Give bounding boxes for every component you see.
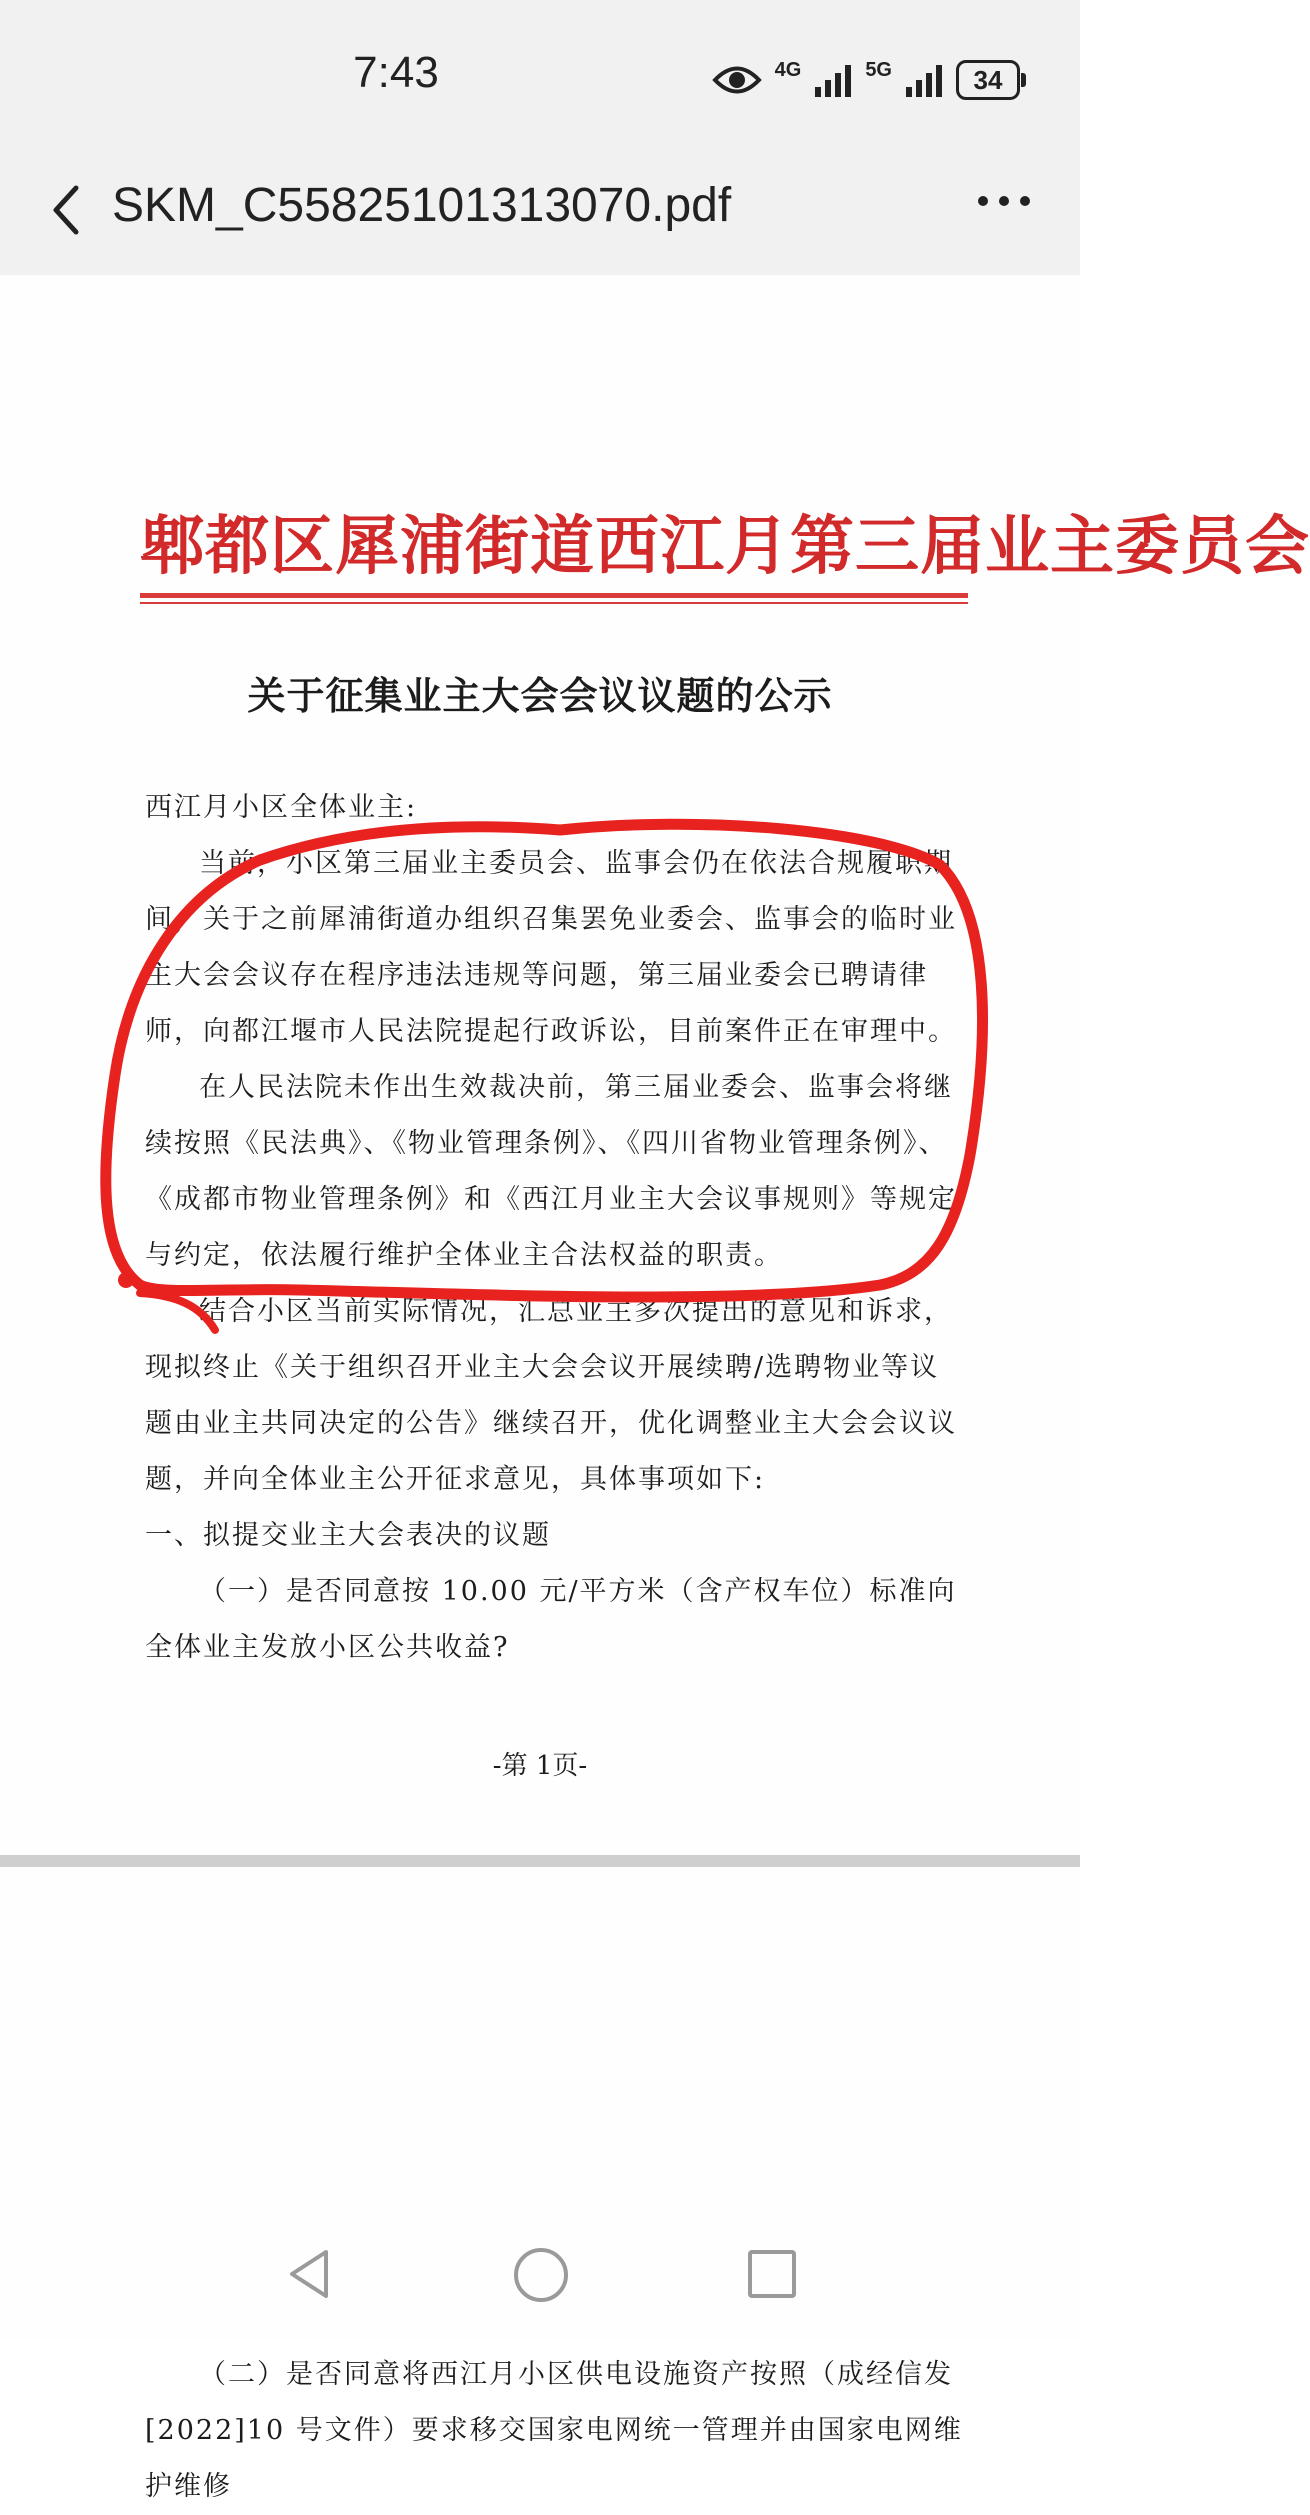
pdf-viewer[interactable] [0, 275, 1310, 2502]
header-rule-thin [140, 602, 968, 604]
paragraph-3: 结合小区当前实际情况，汇总业主多次提出的意见和诉求，现拟终止《关于组织召开业主大会会议开展续聘/选聘物业等议题由业主共同决定的公告》继续召开，优化调整业主大会会议议题，并向全体业主公开征求意见，具体事项如下: [145, 1296, 957, 1495]
nav-home-icon[interactable] [514, 2248, 568, 2302]
back-arrow-icon[interactable] [40, 180, 100, 240]
agenda-item-2: （二）是否同意将西江月小区供电设施资产按照（成经信发[2022]10 号文件）要求移交国家电网统一管理并由国家电网维护维修 [145, 2359, 963, 2502]
nav-recent-icon[interactable] [748, 2250, 796, 2298]
page-number: -第 1页- [492, 1751, 588, 1781]
page-divider [0, 1855, 1080, 1867]
pdf-page-1 [0, 275, 1310, 1855]
notice-heading: 关于征集业主大会会议议题的公示 [247, 673, 833, 718]
header-rule [140, 593, 968, 598]
more-icon[interactable] [978, 196, 1030, 206]
salutation: 西江月小区全体业主: [145, 792, 418, 823]
document-title: SKM_C55825101313070.pdf [112, 179, 732, 232]
signal-icon-2 [906, 63, 942, 97]
network-type-2: 5G [865, 58, 892, 81]
paragraph-2: 在人民法院未作出生效裁决前，第三届业委会、监事会将继续按照《民法典》、《物业管理条例》、《四川省物业管理条例》、《成都市物业管理条例》和《西江月业主大会议事规则》等规定与约定，依法履行维护全体业主合法权益的职责。 [145, 1072, 957, 1271]
network-type-1: 4G [774, 58, 802, 81]
status-icons [713, 56, 1020, 104]
agenda-item-1: （一）是否同意按 10.00 元/平方米（含产权车位）标准向全体业主发放小区公共收益? [145, 1576, 957, 1663]
signal-icon [815, 63, 851, 97]
battery-icon: 34 [956, 60, 1020, 100]
status-time: 7:43 [353, 48, 439, 97]
status-bar [0, 0, 1080, 150]
paragraph-1: 当前，小区第三届业主委员会、监事会仍在依法合规履职期间，关于之前犀浦街道办组织召集罢免业委会、监事会的临时业主大会会议存在程序违法违规等问题，第三届业委会已聘请律师，向都江堰市人民法院提起行政诉讼，目前案件正在审理中。 [145, 848, 957, 1047]
notice-body [145, 780, 965, 1676]
nav-back-icon[interactable] [286, 2248, 334, 2300]
app-bar [0, 150, 1080, 275]
org-header: 郫都区犀浦街道西江月第三届业主委员会 [140, 509, 1310, 584]
eye-icon [713, 63, 761, 97]
navigation-bar [0, 2220, 1080, 2340]
section-heading-1: 一、拟提交业主大会表决的议题 [145, 1520, 551, 1551]
